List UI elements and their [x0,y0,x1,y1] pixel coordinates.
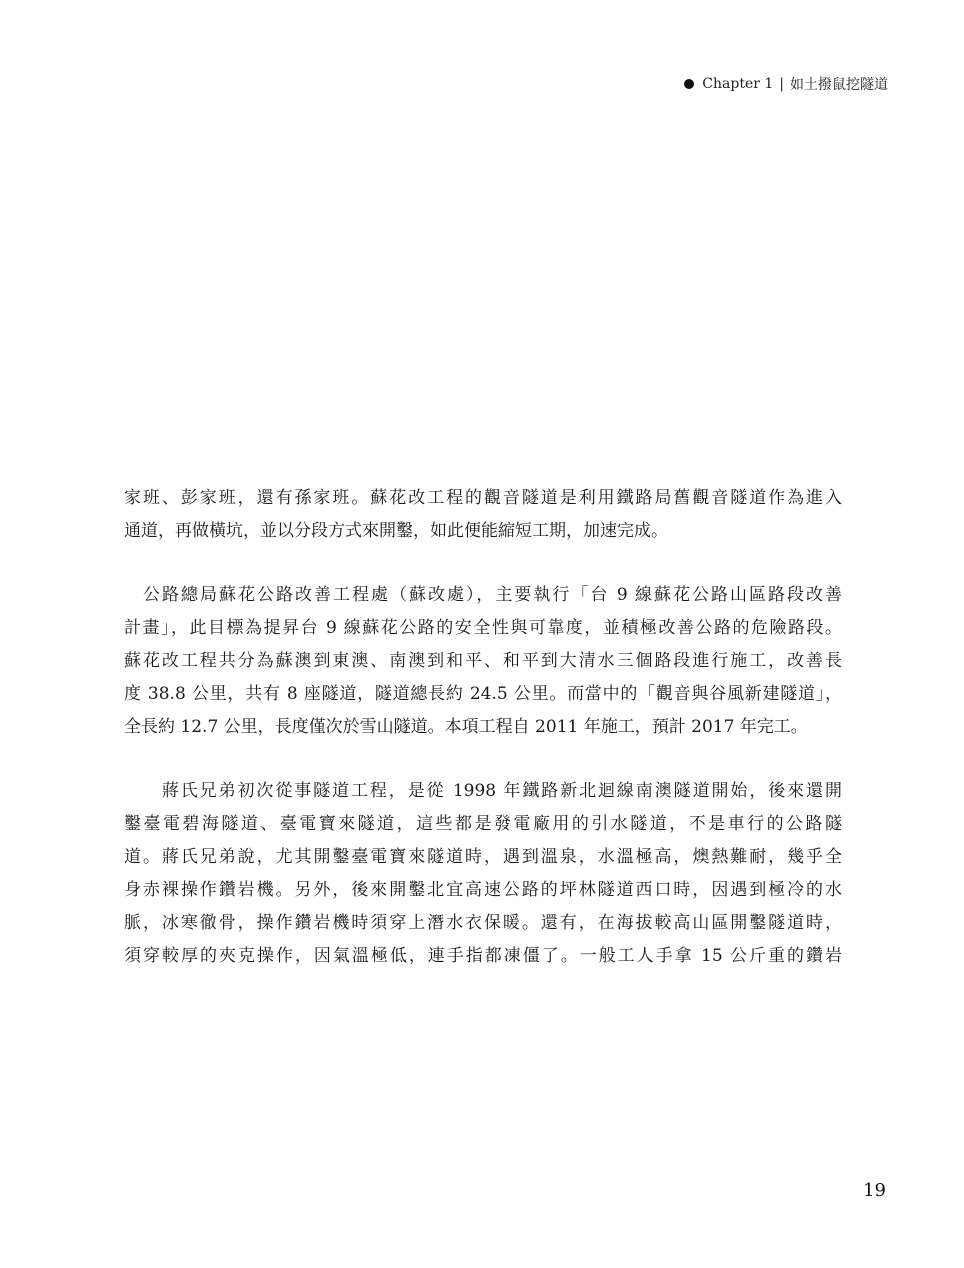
text-line: 蘇花改工程共分為蘇澳到東澳、南澳到和平、和平到大清水三個路段進行施工，改善長 [124,651,842,671]
paragraph-gap [124,548,842,579]
chapter-title: 如土撥鼠挖隧道 [790,77,888,93]
page-number: 19 [863,1180,886,1201]
text-line: 鑿臺電碧海隧道、臺電寶來隧道，這些都是發電廠用的引水隧道，不是車行的公路隧 [124,814,842,834]
header-separator: | [779,76,784,92]
paragraph-gap [124,744,842,775]
text-line: 家班、彭家班，還有孫家班。蘇花改工程的觀音隧道是利用鐵路局舊觀音隧道作為進入 [124,488,842,508]
text-line: 通道，再做橫坑，並以分段方式來開鑿，如此便能縮短工期，加速完成。 [124,521,668,541]
bullet-icon [684,79,694,89]
text-line: 脈，冰寒徹骨，操作鑽岩機時須穿上潛水衣保暖。還有，在海拔較高山區開鑿隧道時， [124,913,842,933]
text-line: 公路總局蘇花公路改善工程處（蘇改處），主要執行「台 9 線蘇花公路山區路段改善 [124,585,842,605]
text-line: 道。蔣氏兄弟說，尤其開鑿臺電寶來隧道時，遇到溫泉，水溫極高，燠熱難耐，幾乎全 [124,847,842,867]
text-line: 全長約 12.7 公里，長度僅次於雪山隧道。本項工程自 2011 年施工，預計 2017 年完工。 [124,717,808,737]
text-line: 計畫」，此目標為提昇台 9 線蘇花公路的安全性與可靠度，並積極改善公路的危險路段。 [124,618,842,638]
text-line: 須穿較厚的夾克操作，因氣溫極低，連手指都凍僵了。一般工人手拿 15 公斤重的鑽岩 [124,946,842,966]
chapter-label: Chapter 1 [702,76,774,92]
body-text [124,482,842,973]
text-line: 身赤裸操作鑽岩機。另外，後來開鑿北宜高速公路的坪林隧道西口時，因遇到極冷的水 [124,880,842,900]
running-head [684,74,888,94]
text-line: 度 38.8 公里，共有 8 座隧道，隧道總長約 24.5 公里。而當中的「觀音與谷風新建隧道」， [124,684,842,704]
text-line: 蔣氏兄弟初次從事隧道工程，是從 1998 年鐵路新北迴線南澳隧道開始，後來還開 [124,781,842,801]
